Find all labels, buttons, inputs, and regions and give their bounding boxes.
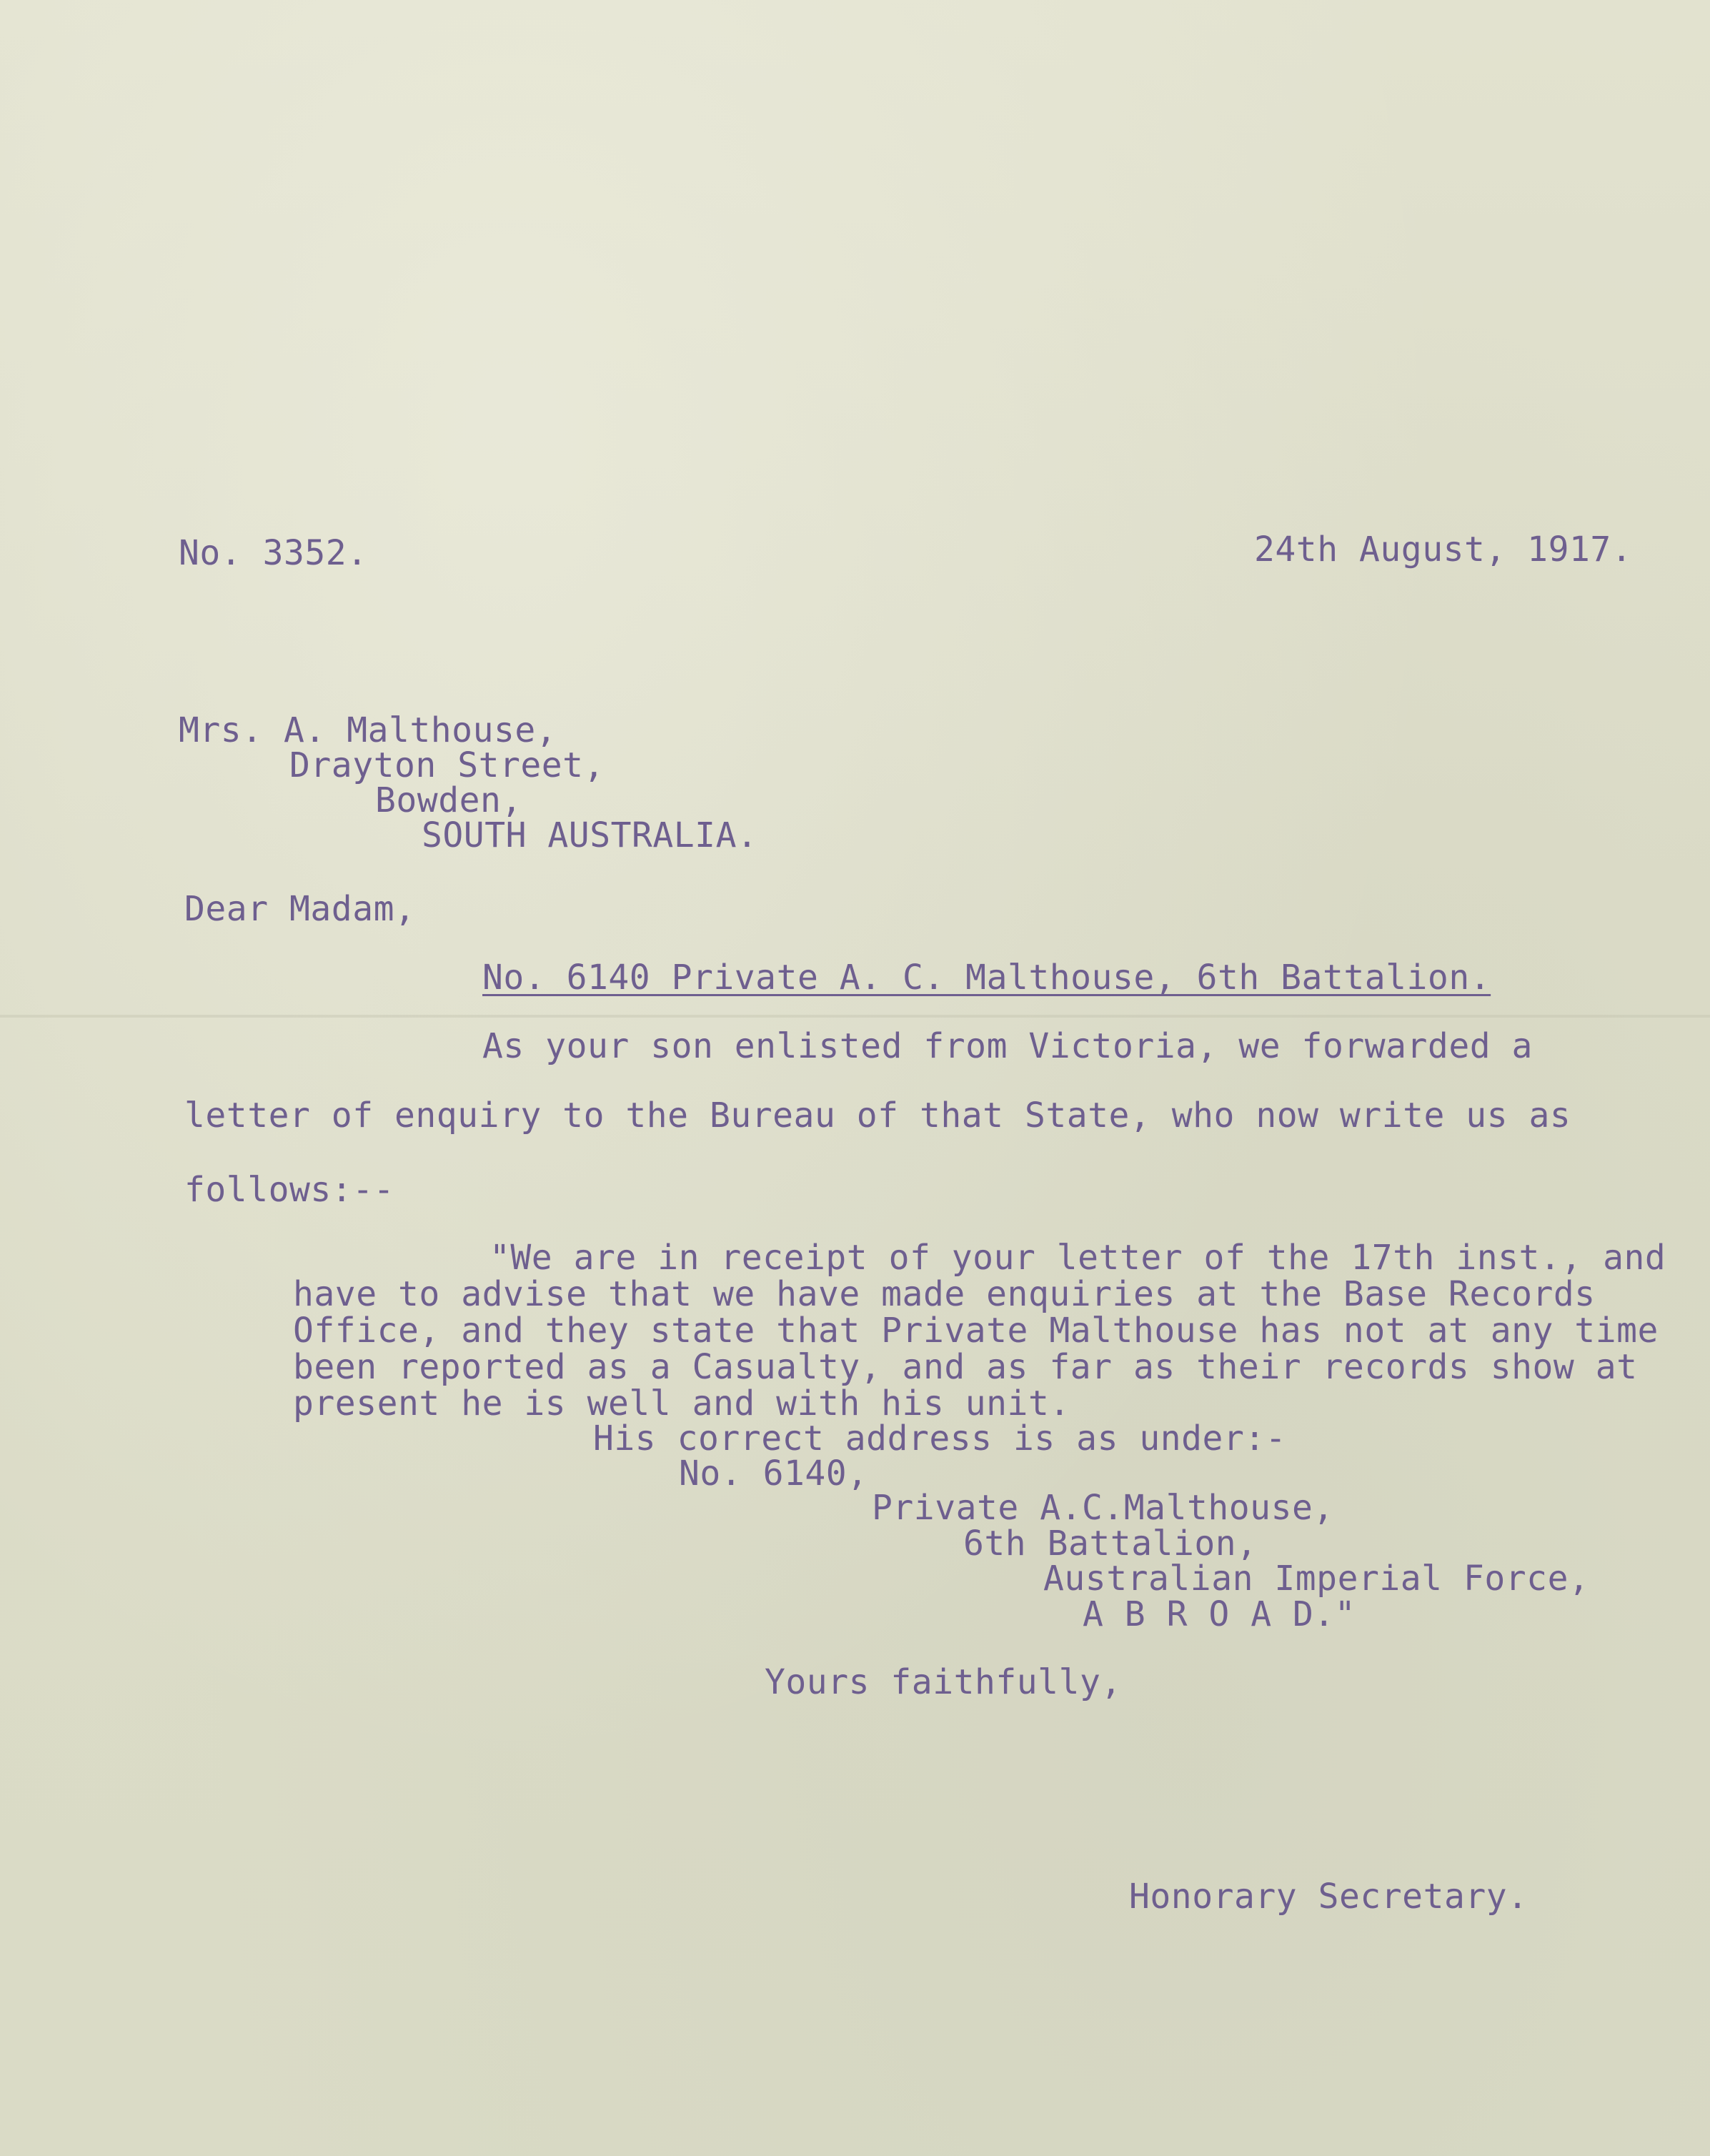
letter-date: 24th August, 1917. [1254,530,1633,570]
closing: Yours faithfully, [765,1662,1122,1702]
soldier-address-line-3: 6th Battalion, [963,1524,1258,1564]
recipient-state: SOUTH AUSTRALIA. [422,815,758,855]
address-intro: His correct address is as under:- [593,1419,1287,1459]
recipient-suburb: Bowden, [375,780,522,820]
reference-number: No. 3352. [179,533,368,573]
quote-line-5: present he is well and with his unit. [293,1383,1070,1424]
signatory-title: Honorary Secretary. [1129,1877,1528,1917]
soldier-address-line-2: Private A.C.Malthouse, [872,1488,1334,1528]
body-line-2: letter of enquiry to the Bureau of that State, who now write us as [184,1096,1571,1136]
quote-line-1: "We are in receipt of your letter of the 17th inst., and [489,1238,1666,1278]
body-line-1: As your son enlisted from Victoria, we forwarded a [482,1026,1533,1066]
soldier-address-line-4: Australian Imperial Force, [1043,1559,1590,1599]
quote-line-2: have to advise that we have made enquiries at the Base Records [293,1274,1596,1314]
body-line-3: follows:-- [184,1170,394,1210]
paper-fold-line [0,1015,1710,1018]
recipient-name: Mrs. A. Malthouse, [179,710,557,750]
recipient-street: Drayton Street, [289,745,605,785]
letter-subject: No. 6140 Private A. C. Malthouse, 6th Battalion. [482,958,1491,998]
soldier-address-line-5: A B R O A D." [1083,1594,1356,1634]
salutation: Dear Madam, [184,889,416,929]
soldier-address-line-1: No. 6140, [679,1454,868,1494]
quote-line-4: been reported as a Casualty, and as far as their records show at [293,1347,1638,1387]
quote-line-3: Office, and they state that Private Malthouse has not at any time [293,1311,1659,1351]
